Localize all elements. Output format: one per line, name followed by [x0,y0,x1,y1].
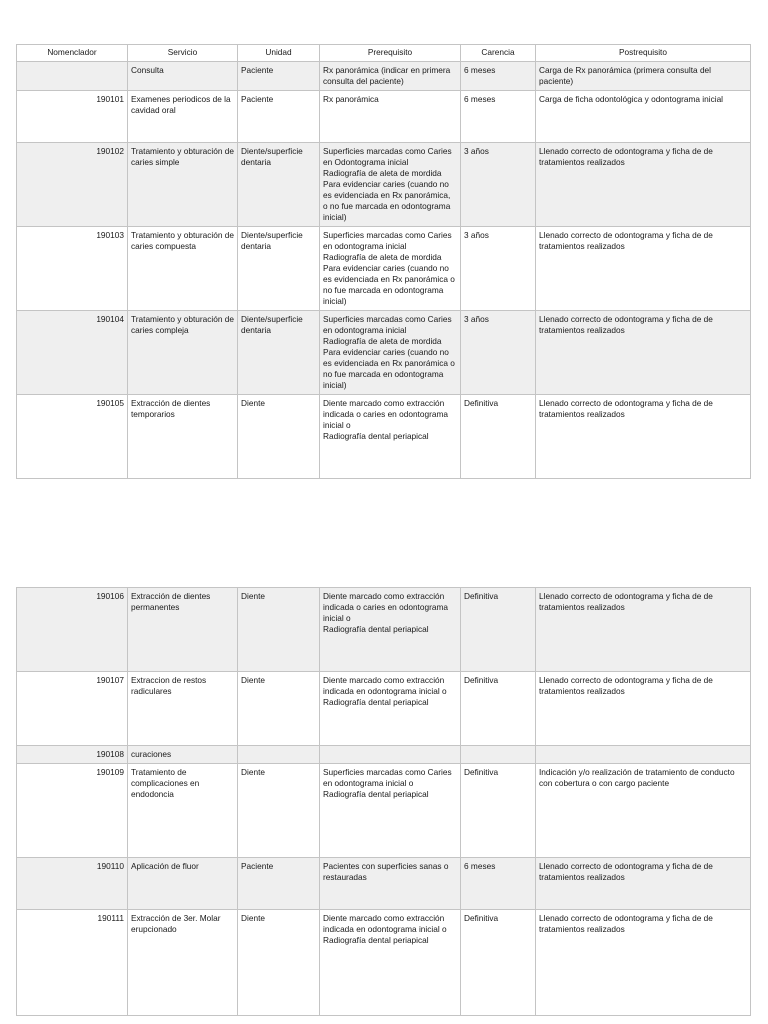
cell-prerequisito [320,746,461,764]
cell-carencia: 6 meses [461,62,536,91]
cell-carencia: 6 meses [461,91,536,143]
cell-servicio: Consulta [128,62,238,91]
cell-code: 190109 [17,764,128,858]
services-table-page-2 [16,587,751,1016]
header-prerequisito: Prerequisito [320,45,461,62]
cell-code [17,62,128,91]
cell-unidad [238,746,320,764]
cell-code: 190101 [17,91,128,143]
table-row [17,311,751,395]
cell-prerequisito: Diente marcado como extracción indicada o caries en odontograma inicial o Radiografía dental periapical [320,395,461,479]
cell-unidad: Diente [238,910,320,1016]
cell-servicio: curaciones [128,746,238,764]
cell-code: 190102 [17,143,128,227]
cell-unidad: Diente [238,764,320,858]
cell-carencia: 3 años [461,311,536,395]
cell-code: 190107 [17,672,128,746]
cell-carencia: 3 años [461,143,536,227]
table-header-row [17,45,751,62]
cell-unidad: Paciente [238,62,320,91]
cell-postrequisito: Llenado correcto de odontograma y ficha de de tratamientos realizados [536,672,751,746]
cell-unidad: Diente [238,395,320,479]
cell-postrequisito: Llenado correcto de odontograma y ficha de de tratamientos realizados [536,311,751,395]
cell-unidad: Paciente [238,91,320,143]
cell-servicio: Extracción de dientes temporarios [128,395,238,479]
cell-prerequisito: Rx panorámica [320,91,461,143]
cell-unidad: Paciente [238,858,320,910]
cell-postrequisito: Llenado correcto de odontograma y ficha de de tratamientos realizados [536,910,751,1016]
cell-postrequisito: Llenado correcto de odontograma y ficha de de tratamientos realizados [536,143,751,227]
cell-servicio: Tratamiento y obturación de caries simple [128,143,238,227]
cell-unidad: Diente/superficie dentaria [238,143,320,227]
cell-postrequisito: Llenado correcto de odontograma y ficha de de tratamientos realizados [536,858,751,910]
cell-carencia: 3 años [461,227,536,311]
cell-code: 190106 [17,588,128,672]
table-row [17,858,751,910]
cell-carencia: Definitiva [461,395,536,479]
cell-postrequisito: Indicación y/o realización de tratamiento de conducto con cobertura o con cargo paciente [536,764,751,858]
table-row [17,91,751,143]
cell-carencia: 6 meses [461,858,536,910]
table-row [17,672,751,746]
cell-servicio: Tratamiento y obturación de caries compuesta [128,227,238,311]
table-row [17,143,751,227]
table-row [17,910,751,1016]
cell-unidad: Diente/superficie dentaria [238,311,320,395]
cell-postrequisito: Llenado correcto de odontograma y ficha de de tratamientos realizados [536,395,751,479]
table-row [17,588,751,672]
header-carencia: Carencia [461,45,536,62]
cell-unidad: Diente [238,588,320,672]
cell-carencia: Definitiva [461,910,536,1016]
cell-prerequisito: Diente marcado como extracción indicada en odontograma inicial o Radiografía dental periapical [320,672,461,746]
cell-postrequisito: Carga de ficha odontológica y odontograma inicial [536,91,751,143]
cell-prerequisito: Superficies marcadas como Caries en odontograma inicial Radiografía de aleta de mordida Para evidenciar caries (cuando no es evidenciada en Rx panorámica o no fue marcada en odontograma inicial) [320,311,461,395]
cell-prerequisito: Superficies marcadas como Caries en odontograma inicial o Radiografía dental periapical [320,764,461,858]
cell-prerequisito: Rx panorámica (indicar en primera consulta del paciente) [320,62,461,91]
cell-prerequisito: Superficies marcadas como Caries en odontograma inicial Radiografía de aleta de mordida Para evidenciar caries (cuando no es evidenciada en Rx panorámica o no fue marcada en odontograma inicial) [320,227,461,311]
cell-servicio: Tratamiento de complicaciones en endodoncia [128,764,238,858]
table-row [17,227,751,311]
cell-prerequisito: Diente marcado como extracción indicada en odontograma inicial o Radiografía dental periapical [320,910,461,1016]
header-nomenclador: Nomenclador [17,45,128,62]
cell-carencia: Definitiva [461,764,536,858]
cell-prerequisito: Diente marcado como extracción indicada o caries en odontograma inicial o Radiografía dental periapical [320,588,461,672]
cell-unidad: Diente/superficie dentaria [238,227,320,311]
cell-code: 190105 [17,395,128,479]
cell-carencia: Definitiva [461,672,536,746]
cell-code: 190110 [17,858,128,910]
table-row [17,62,751,91]
cell-code: 190103 [17,227,128,311]
header-servicio: Servicio [128,45,238,62]
cell-postrequisito: Carga de Rx panorámica (primera consulta del paciente) [536,62,751,91]
header-unidad: Unidad [238,45,320,62]
cell-unidad: Diente [238,672,320,746]
cell-code: 190111 [17,910,128,1016]
cell-prerequisito: Superficies marcadas como Caries en Odontograma inicial Radiografía de aleta de mordida Para evidenciar caries (cuando no es evidenciada en Rx panorámica, o no fue marcada en odontograma inicial) [320,143,461,227]
cell-postrequisito: Llenado correcto de odontograma y ficha de de tratamientos realizados [536,227,751,311]
cell-code: 190108 [17,746,128,764]
cell-servicio: Extracción de 3er. Molar erupcionado [128,910,238,1016]
cell-carencia: Definitiva [461,588,536,672]
cell-prerequisito: Pacientes con superficies sanas o restauradas [320,858,461,910]
cell-servicio: Tratamiento y obturación de caries compleja [128,311,238,395]
cell-servicio: Extraccion de restos radiculares [128,672,238,746]
cell-postrequisito [536,746,751,764]
table-row [17,395,751,479]
cell-carencia [461,746,536,764]
header-postrequisito: Postrequisito [536,45,751,62]
services-table-page-1 [16,44,751,479]
cell-servicio: Examenes periodicos de la cavidad oral [128,91,238,143]
cell-postrequisito: Llenado correcto de odontograma y ficha de de tratamientos realizados [536,588,751,672]
cell-servicio: Extracción de dientes permanentes [128,588,238,672]
table-row [17,764,751,858]
cell-servicio: Aplicación de fluor [128,858,238,910]
table-row [17,746,751,764]
cell-code: 190104 [17,311,128,395]
